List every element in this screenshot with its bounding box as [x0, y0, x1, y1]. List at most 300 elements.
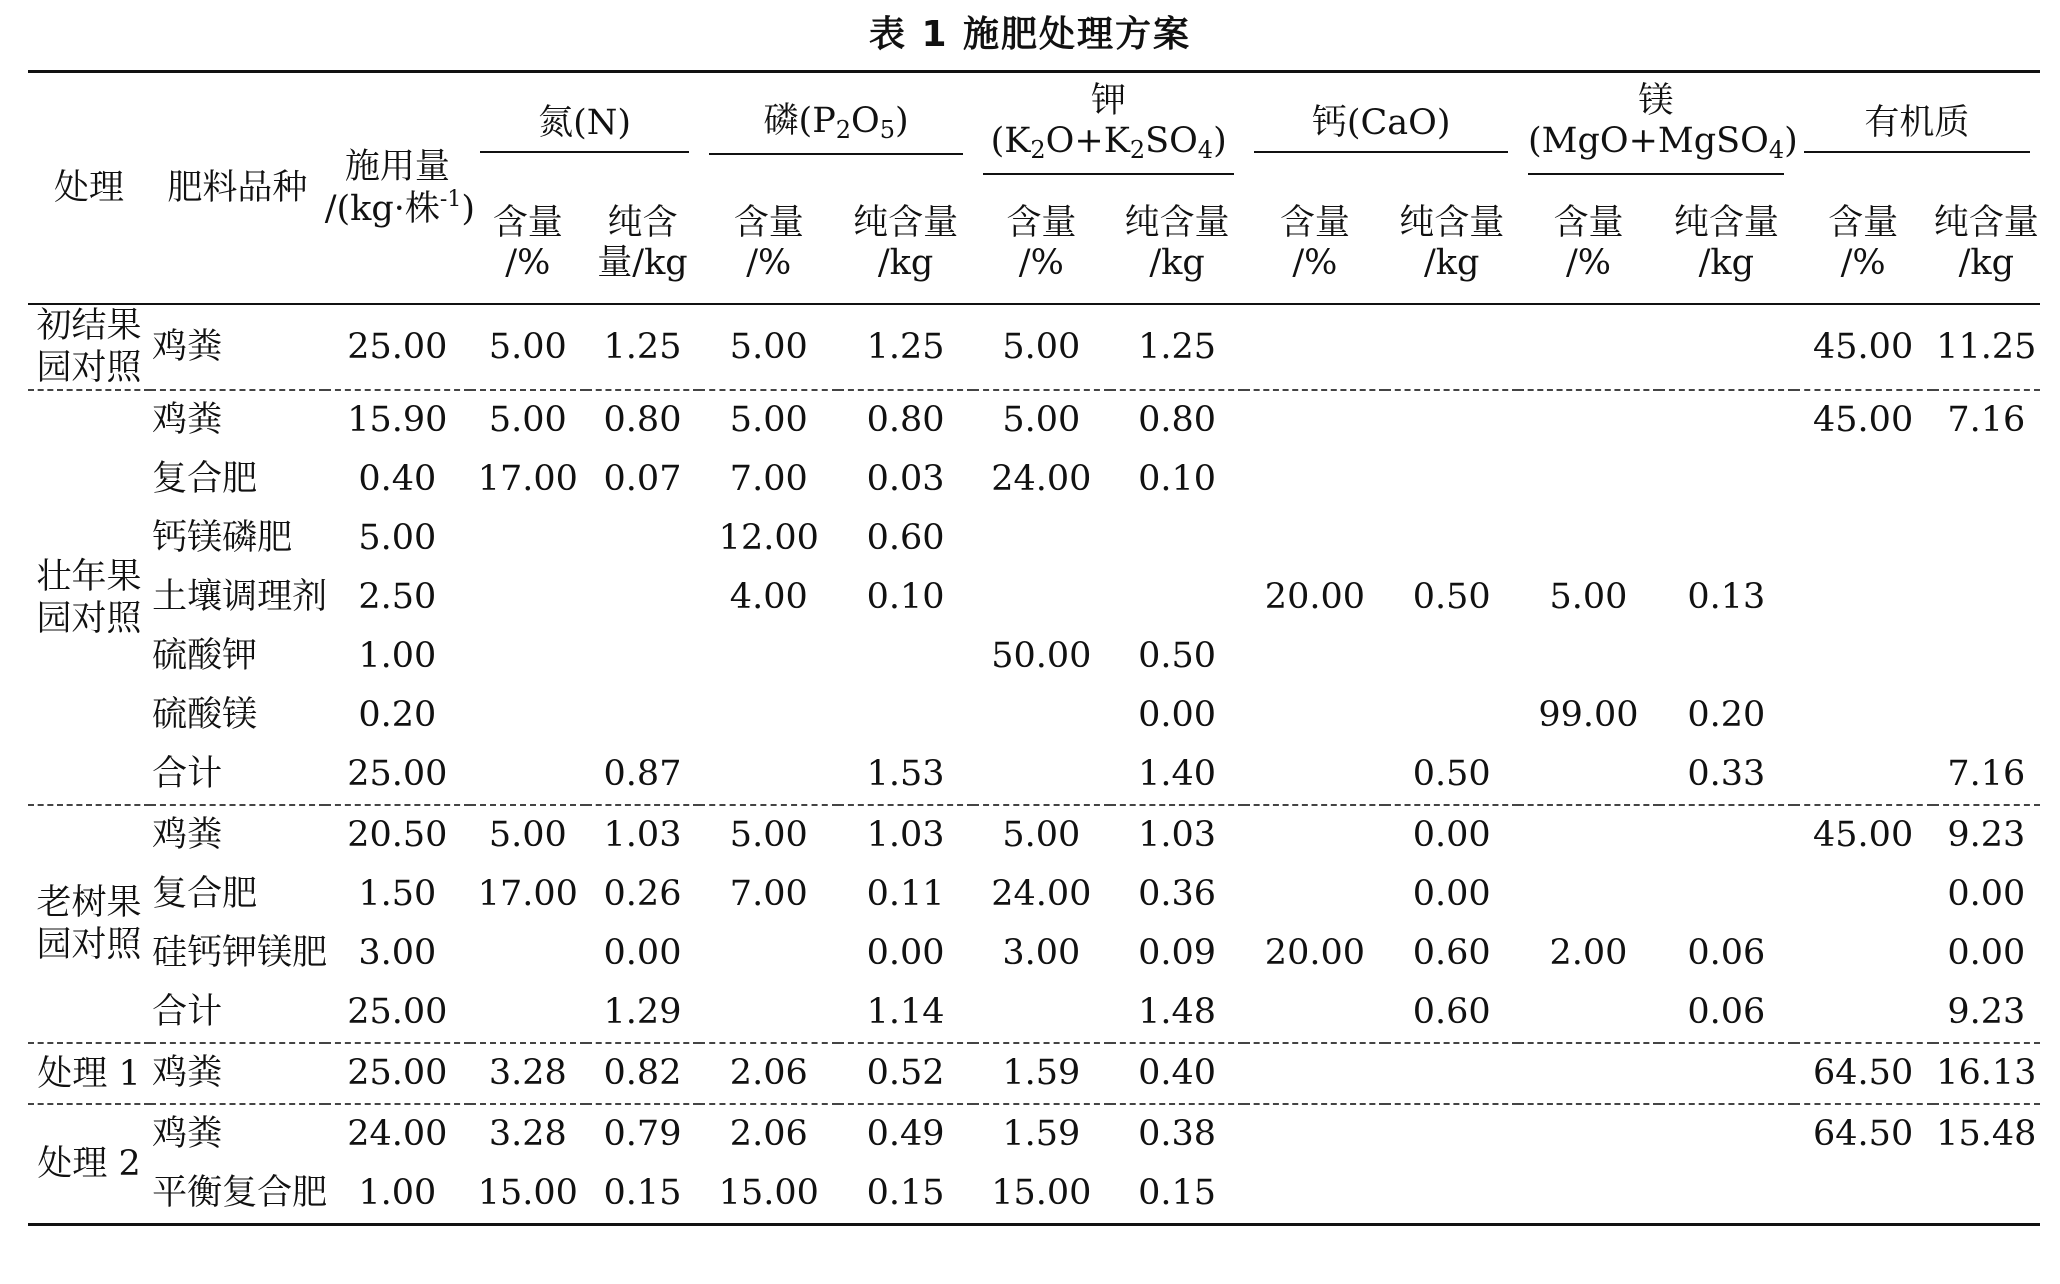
table-cell: 7.00 [729, 459, 808, 500]
table-cell [1659, 805, 1794, 865]
table-cell [1518, 1164, 1659, 1225]
header-magnesium [1518, 72, 1798, 184]
subheader-pure-kg-mg [1659, 183, 1794, 304]
table-cell [1518, 1043, 1659, 1104]
row-fertilizer-name: 鸡粪 [152, 326, 223, 367]
table-cell: 5.00 [1002, 815, 1081, 856]
table-cell: 0.36 [1138, 874, 1217, 915]
table-cell [1794, 745, 1933, 805]
header-amount-end: ) [461, 189, 476, 229]
mg-line2 [1527, 121, 1798, 165]
k-sub3: 4 [1197, 136, 1214, 165]
table-cell [470, 568, 586, 627]
table-row [28, 509, 2040, 568]
subheader-content-pct-om [1794, 183, 1933, 304]
table-cell: 0.60 [1412, 933, 1491, 974]
table-cell: 45.00 [1813, 815, 1914, 856]
subheader-pure-line1: 纯含量 [1124, 202, 1230, 243]
table-cell [1933, 450, 2040, 509]
subheader-pure-kg-p [838, 183, 973, 304]
table-cell: 2.50 [358, 577, 437, 618]
table-cell: 0.40 [1138, 1053, 1217, 1094]
row-fertilizer-name: 钙镁磷肥 [152, 518, 293, 559]
table-row [28, 805, 2040, 865]
table-cell: 0.50 [1412, 754, 1491, 795]
table-cell: 24.00 [347, 1114, 448, 1155]
table-cell: 0.50 [1138, 636, 1217, 677]
table-cell: 0.80 [1138, 400, 1217, 441]
table-cell [973, 983, 1110, 1043]
table-cell: 3.00 [358, 933, 437, 974]
table-cell: 1.00 [358, 1173, 437, 1214]
table-row [28, 390, 2040, 450]
header-nitrogen-label: 氮(N) [480, 103, 689, 153]
table-cell: 7.00 [729, 874, 808, 915]
table-cell: 0.38 [1138, 1114, 1217, 1155]
table-cell: 1.25 [1138, 326, 1217, 367]
header-potassium-label [983, 81, 1234, 175]
table-cell: 5.00 [729, 400, 808, 441]
table-cell: 20.00 [1264, 577, 1365, 618]
row-fertilizer-name: 合计 [152, 754, 223, 795]
table-cell: 17.00 [477, 874, 578, 915]
header-treatment: 处理 [54, 167, 125, 208]
table-row [28, 1043, 2040, 1104]
table-cell [1794, 983, 1933, 1043]
subheader-pure-kg-k [1110, 183, 1245, 304]
table-cell [1933, 1164, 2040, 1225]
subheader-content-pct-k [973, 183, 1110, 304]
table-cell: 0.00 [1138, 695, 1217, 736]
k-sub1: 2 [1030, 136, 1046, 165]
table-cell [1794, 568, 1933, 627]
table-cell [1659, 304, 1794, 390]
table-cell: 5.00 [1002, 326, 1081, 367]
table-row [28, 745, 2040, 805]
table-cell: 24.00 [991, 459, 1092, 500]
table-section [28, 1043, 2040, 1104]
table-cell: 0.80 [603, 400, 682, 441]
table-cell [1244, 509, 1385, 568]
table-cell: 20.00 [1264, 933, 1365, 974]
subheader-pure-line2: 量/kg [597, 243, 688, 283]
table-cell: 0.15 [866, 1173, 945, 1214]
header-amount-unit: /(kg·株 [324, 189, 440, 229]
table-cell: 20.50 [347, 815, 448, 856]
table-cell: 0.00 [1947, 933, 2026, 974]
table-cell: 0.10 [1138, 459, 1217, 500]
subheader-content-pct-ca [1244, 183, 1385, 304]
table-cell: 1.53 [866, 754, 945, 795]
table-cell [1659, 509, 1794, 568]
header-fertilizer: 肥料品种 [167, 167, 308, 208]
table-cell: 25.00 [347, 754, 448, 795]
table-cell: 2.06 [729, 1114, 808, 1155]
header-calcium-label: 钙(CaO) [1254, 103, 1508, 153]
table-cell [699, 924, 838, 983]
table-cell: 0.11 [866, 874, 945, 915]
table-cell [1794, 627, 1933, 686]
table-cell [1518, 1104, 1659, 1164]
table-cell [470, 509, 586, 568]
table-cell: 0.07 [603, 459, 682, 500]
subheader-content-line1: 含量 [1279, 202, 1350, 243]
table-cell [1794, 924, 1933, 983]
table-cell: 11.25 [1936, 326, 2037, 367]
header-organic-matter [1794, 72, 2040, 184]
table-cell: 5.00 [488, 815, 567, 856]
subheader-pure-line1: 纯含量 [853, 202, 959, 243]
table-cell: 99.00 [1538, 695, 1639, 736]
header-om-label: 有机质 [1804, 103, 2030, 153]
table-cell: 5.00 [729, 326, 808, 367]
table-cell: 1.40 [1138, 754, 1217, 795]
table-cell [1794, 865, 1933, 924]
table-cell: 1.50 [358, 874, 437, 915]
table-cell [586, 686, 700, 745]
table-cell [1244, 304, 1385, 390]
table-cell [1244, 1104, 1385, 1164]
table-cell [586, 627, 700, 686]
table-cell [470, 686, 586, 745]
table-section [28, 390, 2040, 805]
subheader-pure-line1: 纯含量 [1399, 202, 1505, 243]
table-cell: 15.00 [991, 1173, 1092, 1214]
table-cell: 1.59 [1002, 1053, 1081, 1094]
row-fertilizer-name: 平衡复合肥 [152, 1173, 328, 1214]
subheader-pure-line2: /kg [1698, 243, 1755, 283]
table-cell: 0.20 [358, 695, 437, 736]
table-cell [1385, 686, 1518, 745]
table-cell: 0.60 [1412, 992, 1491, 1033]
table-cell: 0.00 [1412, 815, 1491, 856]
subheader-pure-line2: /kg [877, 243, 934, 283]
table-cell [699, 686, 838, 745]
table-cell [1518, 304, 1659, 390]
table-row [28, 1104, 2040, 1164]
table-cell [470, 983, 586, 1043]
subheader-content-pct-mg [1518, 183, 1659, 304]
table-cell: 0.10 [866, 577, 945, 618]
table-cell: 0.15 [1138, 1173, 1217, 1214]
mg-sub: 4 [1768, 136, 1785, 165]
table-cell [1518, 805, 1659, 865]
table-cell: 50.00 [991, 636, 1092, 677]
k-end: ) [1213, 121, 1227, 162]
table-cell: 1.25 [866, 326, 945, 367]
table-cell [470, 745, 586, 805]
table-cell [1659, 1043, 1794, 1104]
table-cell: 15.48 [1936, 1114, 2037, 1155]
table-cell: 0.33 [1687, 754, 1766, 795]
subheader-content-line1: 含量 [1553, 202, 1624, 243]
table-cell [699, 627, 838, 686]
table-cell: 0.49 [866, 1114, 945, 1155]
row-treatment-name: 处理 2 [37, 1144, 141, 1184]
subheader-pure-line1: 纯含量 [1673, 202, 1779, 243]
table-cell [1659, 627, 1794, 686]
table-cell: 7.16 [1947, 400, 2026, 441]
table-cell [1385, 1043, 1518, 1104]
table-cell: 0.60 [866, 518, 945, 559]
table-cell: 5.00 [488, 326, 567, 367]
table-cell [586, 568, 700, 627]
table-cell: 0.00 [866, 933, 945, 974]
subheader-content-line1: 含量 [1006, 202, 1077, 243]
table-section [28, 1104, 2040, 1225]
table-cell: 1.03 [866, 815, 945, 856]
k-pre: (K [990, 121, 1031, 162]
table-cell: 0.82 [603, 1053, 682, 1094]
table-cell: 2.00 [1549, 933, 1628, 974]
table-row [28, 865, 2040, 924]
table-cell [1518, 983, 1659, 1043]
table-cell [1933, 686, 2040, 745]
table-cell: 16.13 [1936, 1053, 2037, 1094]
row-fertilizer-name: 鸡粪 [152, 400, 223, 441]
header-calcium [1244, 72, 1518, 184]
table-cell: 0.80 [866, 400, 945, 441]
table-cell: 0.79 [603, 1114, 682, 1155]
subheader-pure-line2: /kg [1958, 243, 2014, 283]
table-header [28, 72, 2040, 305]
table-cell [1244, 745, 1385, 805]
row-treatment-name: 初结果园对照 [36, 306, 142, 388]
header-phosphorus [699, 72, 973, 184]
table-cell: 0.00 [1412, 874, 1491, 915]
table-cell: 1.48 [1138, 992, 1217, 1033]
row-fertilizer-name: 硅钙钾镁肥 [152, 933, 328, 974]
subheader-content-line2: /% [1018, 243, 1064, 283]
table-row [28, 1164, 2040, 1225]
table-cell: 5.00 [358, 518, 437, 559]
subheader-content-line2: /% [1565, 243, 1612, 283]
p-end: ) [895, 101, 909, 142]
table-cell: 0.87 [603, 754, 682, 795]
table-caption: 表 1 施肥处理方案 [868, 14, 1192, 55]
table-cell [1244, 450, 1385, 509]
table-cell [1659, 390, 1794, 450]
table-cell: 0.52 [866, 1053, 945, 1094]
subheader-pure-kg-n [586, 183, 700, 304]
table-cell [470, 924, 586, 983]
p-mid: O [851, 101, 880, 142]
table-cell: 1.14 [866, 992, 945, 1033]
table-cell: 9.23 [1947, 992, 2026, 1033]
table-cell [1518, 450, 1659, 509]
table-cell: 25.00 [347, 1053, 448, 1094]
p-pre: 磷(P [763, 101, 836, 142]
table-cell: 0.50 [1412, 577, 1491, 618]
table-cell [1518, 627, 1659, 686]
header-magnesium-label [1527, 81, 1798, 175]
header-potassium [973, 72, 1244, 184]
table-cell [1794, 509, 1933, 568]
table-row [28, 686, 2040, 745]
table-cell [973, 568, 1110, 627]
table-cell [1385, 1104, 1518, 1164]
table-cell: 1.59 [1002, 1114, 1081, 1155]
table-cell [699, 745, 838, 805]
table-cell: 0.26 [603, 874, 682, 915]
table-row [28, 568, 2040, 627]
table-cell: 12.00 [718, 518, 819, 559]
table-cell: 2.06 [729, 1053, 808, 1094]
row-fertilizer-name: 复合肥 [152, 874, 258, 915]
table-cell [1933, 509, 2040, 568]
table-cell: 1.00 [358, 636, 437, 677]
table-cell [1385, 304, 1518, 390]
table-cell [1385, 1164, 1518, 1225]
table-cell: 15.90 [347, 400, 448, 441]
subheader-pure-kg-ca [1385, 183, 1518, 304]
row-treatment-name: 老树果园对照 [36, 883, 142, 965]
table-cell: 3.28 [488, 1053, 567, 1094]
table-cell: 17.00 [477, 459, 578, 500]
table-cell: 0.03 [866, 459, 945, 500]
subheader-pure-kg-om [1933, 183, 2040, 304]
table-cell [838, 686, 973, 745]
subheader-content-pct-n [470, 183, 586, 304]
table-cell [1385, 450, 1518, 509]
row-fertilizer-name: 合计 [152, 992, 223, 1033]
table-cell: 1.29 [603, 992, 682, 1033]
table-cell [1385, 390, 1518, 450]
table-cell [1110, 568, 1245, 627]
table-cell [1244, 1043, 1385, 1104]
table-row [28, 983, 2040, 1043]
table-cell [1244, 865, 1385, 924]
table-cell: 5.00 [1549, 577, 1628, 618]
table-cell [1933, 627, 2040, 686]
table-cell: 0.09 [1138, 933, 1217, 974]
subheader-content-line1: 含量 [1828, 202, 1899, 243]
table-cell [1518, 390, 1659, 450]
header-nitrogen [470, 72, 699, 184]
row-fertilizer-name: 鸡粪 [152, 815, 223, 856]
k-mid: O+K [1045, 121, 1130, 162]
table-cell: 1.25 [603, 326, 682, 367]
row-fertilizer-name: 硫酸钾 [152, 636, 258, 677]
table-cell [699, 983, 838, 1043]
table-cell: 45.00 [1813, 326, 1914, 367]
table-cell: 15.00 [718, 1173, 819, 1214]
table-cell: 0.06 [1687, 933, 1766, 974]
table-cell: 4.00 [729, 577, 808, 618]
subheader-content-line2: /% [746, 243, 792, 283]
row-fertilizer-name: 土壤调理剂 [152, 577, 328, 618]
table-section [28, 805, 2040, 1043]
table-cell [1659, 450, 1794, 509]
subheader-pure-line1: 纯含 [607, 202, 678, 243]
table-cell: 64.50 [1813, 1053, 1914, 1094]
table-cell [1659, 1104, 1794, 1164]
header-amount-line1: 施用量 [344, 146, 450, 187]
table-cell [1110, 509, 1245, 568]
mg-line1: 镁 [1638, 81, 1674, 122]
row-treatment-name: 处理 1 [37, 1053, 141, 1094]
table-cell [1659, 1164, 1794, 1225]
table-cell [1244, 983, 1385, 1043]
table-cell: 9.23 [1947, 815, 2026, 856]
table-cell [1794, 1164, 1933, 1225]
table-cell: 0.15 [603, 1173, 682, 1214]
table-cell [1933, 568, 2040, 627]
table-cell [1518, 865, 1659, 924]
k-line2 [983, 121, 1234, 165]
subheader-pure-line2: /kg [1423, 243, 1480, 283]
subheader-pure-line2: /kg [1149, 243, 1205, 283]
table-cell [1244, 1164, 1385, 1225]
table-cell: 0.13 [1687, 577, 1766, 618]
subheader-content-pct-p [699, 183, 838, 304]
header-phosphorus-label [709, 101, 963, 155]
table-cell [470, 627, 586, 686]
k-sub2: 2 [1129, 136, 1146, 165]
table-cell: 25.00 [347, 992, 448, 1033]
table-cell: 0.00 [603, 933, 682, 974]
table-cell [973, 686, 1110, 745]
table-cell: 0.20 [1687, 695, 1766, 736]
row-fertilizer-name: 硫酸镁 [152, 695, 258, 736]
table-section [28, 304, 2040, 390]
k-mid2: SO [1145, 121, 1198, 162]
subheader-content-line1: 含量 [733, 202, 804, 243]
mg-end: ) [1784, 121, 1798, 162]
header-amount-line2 [324, 187, 476, 229]
row-fertilizer-name: 复合肥 [152, 459, 258, 500]
header-amount [324, 72, 476, 305]
table-cell: 5.00 [729, 815, 808, 856]
subheader-content-line2: /% [1840, 243, 1886, 283]
table-row [28, 450, 2040, 509]
table-cell: 5.00 [1002, 400, 1081, 441]
table-cell: 1.03 [1138, 815, 1217, 856]
subheader-content-line1: 含量 [492, 202, 563, 243]
table-cell [1244, 390, 1385, 450]
table-cell: 45.00 [1813, 400, 1914, 441]
mg-pre: (MgO+MgSO [1527, 121, 1769, 162]
table-cell: 3.00 [1002, 933, 1081, 974]
table-row [28, 627, 2040, 686]
row-fertilizer-name: 鸡粪 [152, 1053, 223, 1094]
table-cell [973, 745, 1110, 805]
table-cell: 0.06 [1687, 992, 1766, 1033]
table-cell: 25.00 [347, 326, 448, 367]
table-cell [1385, 627, 1518, 686]
table-cell [1518, 745, 1659, 805]
fertilization-table [28, 70, 2040, 1226]
table-cell [838, 627, 973, 686]
table-cell [1794, 686, 1933, 745]
table-row [28, 304, 2040, 390]
table-cell [1244, 686, 1385, 745]
k-line1: 钾 [1091, 81, 1127, 122]
row-fertilizer-name: 鸡粪 [152, 1114, 223, 1155]
table-cell: 1.03 [603, 815, 682, 856]
table-cell [973, 509, 1110, 568]
table-cell [1244, 805, 1385, 865]
table-cell: 3.28 [488, 1114, 567, 1155]
table-cell: 5.00 [488, 400, 567, 441]
subheader-pure-line1: 纯含量 [1933, 202, 2039, 243]
table-cell: 7.16 [1947, 754, 2026, 795]
row-treatment-name: 壮年果园对照 [36, 556, 142, 639]
table-cell: 64.50 [1813, 1114, 1914, 1155]
subheader-content-line2: /% [505, 243, 551, 283]
table-row [28, 924, 2040, 983]
table-cell [1794, 450, 1933, 509]
